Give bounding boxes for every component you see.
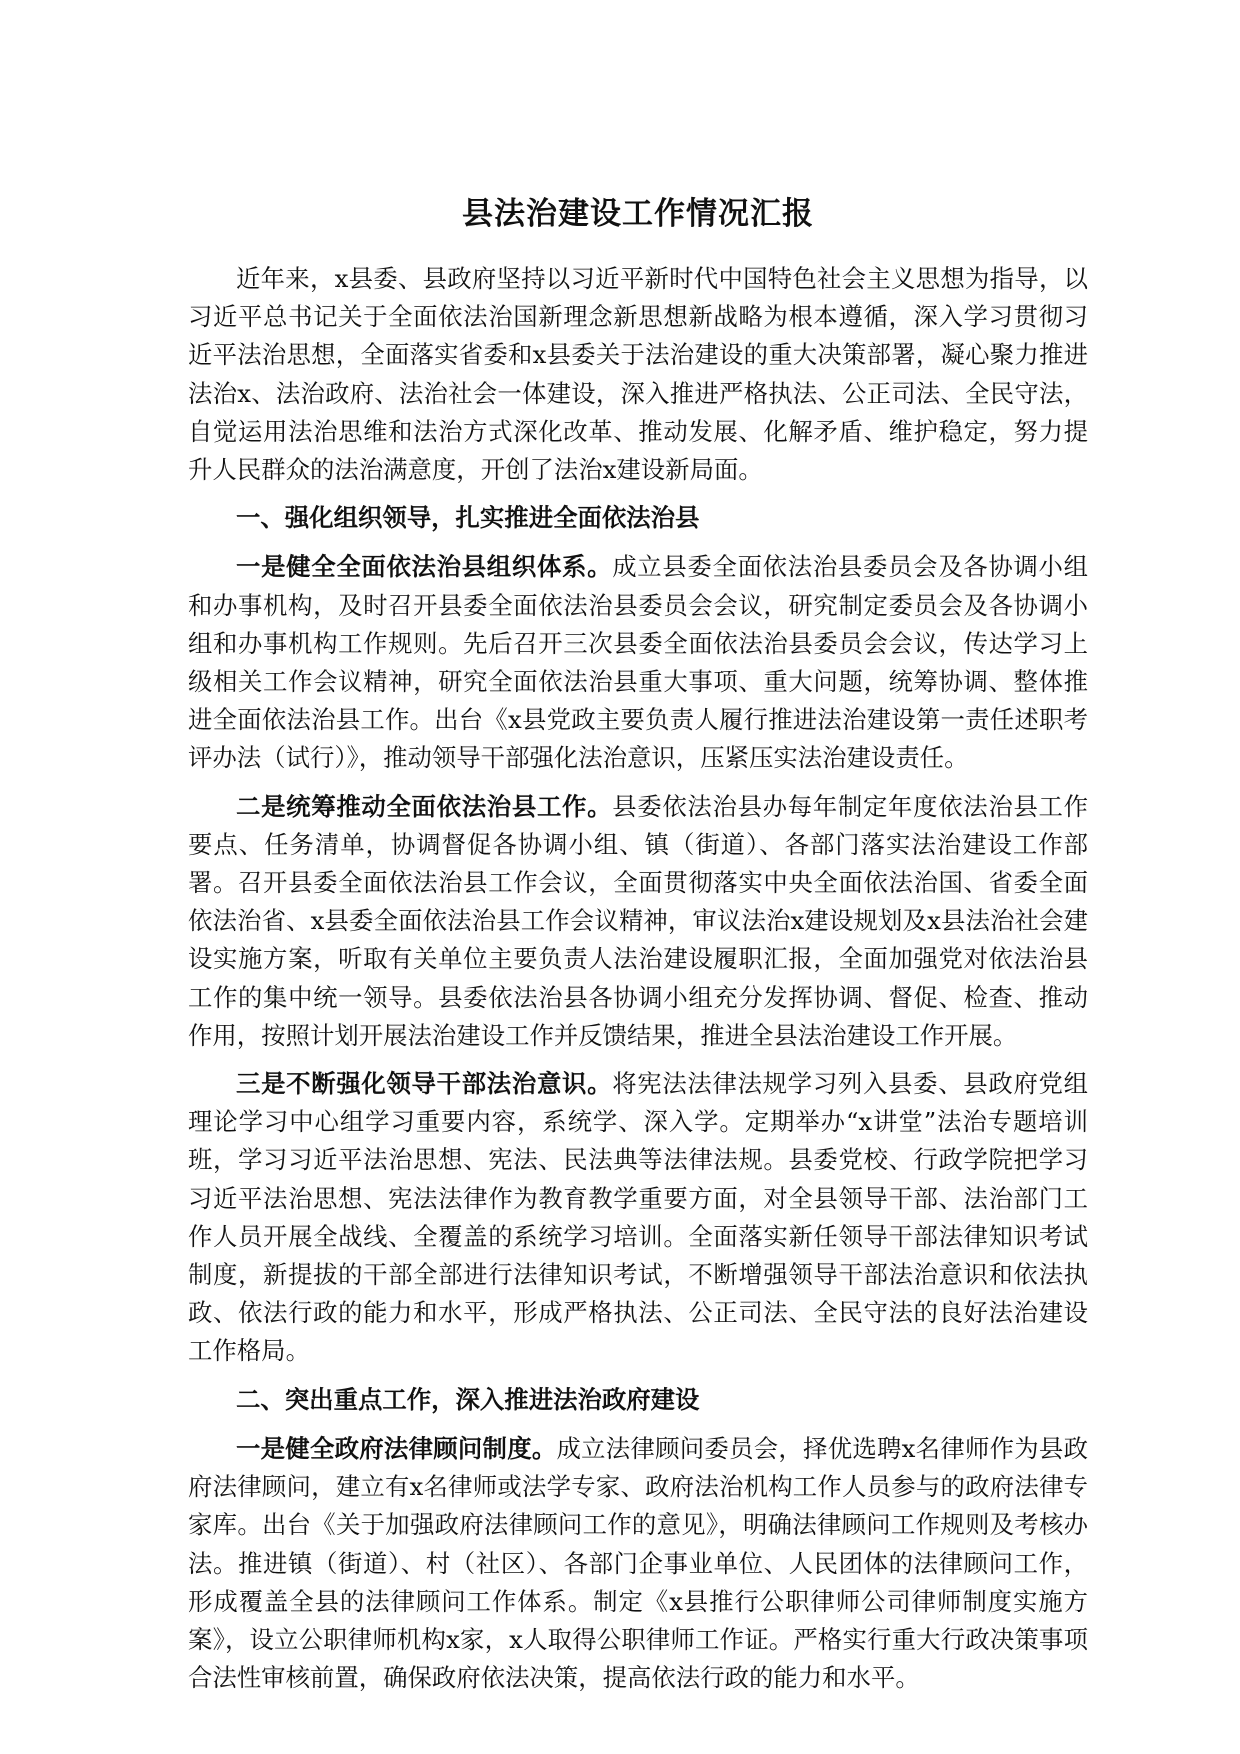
paragraph-text: 成立县委全面依法治县委员会及各协调小组和办事机构，及时召开县委全面依法治县委员会会议，研究制定委员会及各协调小组和办事机构工作规则。先后召开三次县委全面依法治县委员会会议，传达学习上级相关工作会议精神，研究全面依法治县重大事项、重大问题，统筹协调、整体推进全面依法治县工作。出台《x县党政主要负责人履行推进法治建设第一责任述职考评办法（试行）》，推动领导干部强化法治意识，压紧压实法治建设责任。	[188, 552, 1088, 773]
intro-paragraph: 近年来，x县委、县政府坚持以习近平新时代中国特色社会主义思想为指导，以习近平总书记关于全面依法治国新理念新思想新战略为根本遵循，深入学习贯彻习近平法治思想，全面落实省委和x县委关于法治建设的重大决策部署，凝心聚力推进法治x、法治政府、法治社会一体建设，深入推进严格执法、公正司法、全民守法，自觉运用法治思维和法治方式深化改革、推动发展、化解矛盾、维护稳定，努力提升人民群众的法治满意度，开创了法治x建设新局面。	[188, 264, 1088, 485]
paragraph-lead: 一是健全全面依法治县组织体系。	[236, 552, 613, 582]
section-heading: 一、强化组织领导，扎实推进全面依法治县	[236, 503, 700, 533]
document-page	[188, 190, 1088, 1707]
paragraph-text: 将宪法法律法规学习列入县委、县政府党组理论学习中心组学习重要内容，系统学、深入学。定期举办“x讲堂”法治专题培训班，学习习近平法治思想、宪法、民法典等法律法规。县委党校、行政学院把学习习近平法治思想、宪法法律作为教育教学重要方面，对全县领导干部、法治部门工作人员开展全战线、全覆盖的系统学习培训。全面落实新任领导干部法律知识考试制度，新提拔的干部全部进行法律知识考试，不断增强领导干部法治意识和依法执政、依法行政的能力和水平，形成严格执法、公正司法、全民守法的良好法治建设工作格局。	[188, 1069, 1088, 1366]
section-paragraph	[188, 788, 1088, 1055]
paragraph-lead: 一是健全政府法律顾问制度。	[236, 1433, 557, 1463]
section-heading: 二、突出重点工作，深入推进法治政府建设	[236, 1384, 700, 1414]
section-2	[188, 1381, 1088, 1698]
paragraph-text: 成立法律顾问委员会，择优选聘x名律师作为县政府法律顾问，建立有x名律师或法学专家、政府法治机构工作人员参与的政府法律专家库。出台《关于加强政府法律顾问工作的意见》，明确法律顾问工作规则及考核办法。推进镇（街道）、村（社区）、各部门企事业单位、人民团体的法律顾问工作，形成覆盖全县的法律顾问工作体系。制定《x县推行公职律师公司律师制度实施方案》，设立公职律师机构x家，x人取得公职律师工作证。严格实行重大行政决策事项合法性审核前置，确保政府依法决策，提高依法行政的能力和水平。	[188, 1433, 1088, 1693]
paragraph-lead: 三是不断强化领导干部法治意识。	[236, 1069, 613, 1099]
paragraph-lead: 二是统筹推动全面依法治县工作。	[236, 791, 613, 821]
paragraph-text: 县委依法治县办每年制定年度依法治县工作要点、任务清单，协调督促各协调小组、镇（街道）、各部门落实法治建设工作部署。召开县委全面依法治县工作会议，全面贯彻落实中央全面依法治国、省委全面依法治省、x县委全面依法治县工作会议精神，审议法治x建设规划及x县法治社会建设实施方案，听取有关单位主要负责人法治建设履职汇报，全面加强党对依法治县工作的集中统一领导。县委依法治县各协调小组充分发挥协调、督促、检查、推动作用，按照计划开展法治建设工作并反馈结果，推进全县法治建设工作开展。	[188, 791, 1088, 1050]
section-paragraph	[188, 548, 1088, 777]
document-title: 县法治建设工作情况汇报	[462, 196, 814, 232]
section-paragraph	[188, 1065, 1088, 1371]
section-1	[188, 499, 1088, 1370]
section-paragraph	[188, 1430, 1088, 1697]
